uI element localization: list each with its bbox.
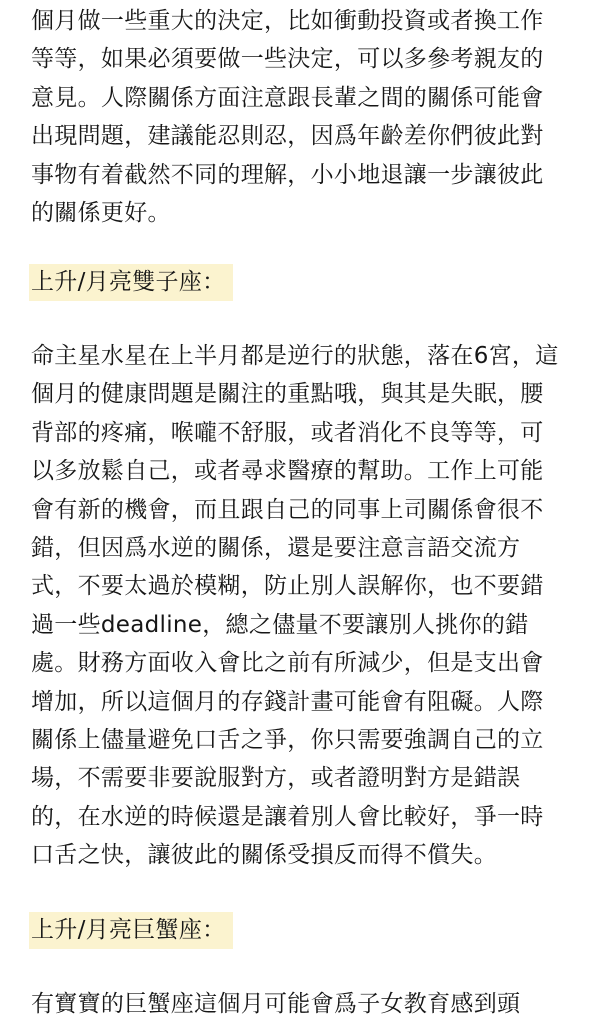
section-heading-cancer: 上升/月亮巨蟹座： [29,912,233,949]
section-heading-gemini: 上升/月亮雙子座： [29,264,233,301]
article-paragraph-leo-continued: 個月做一些重大的決定，比如衝動投資或者換工作 等等，如果必須要做一些決定，可以多參考親友的 意見。人際關係方面注意跟長輩之間的關係可能會 出現問題，建議能忍則忍，因爲年齡差你們彼此對 事物有着截然不同的理解，小小地退讓一步讓彼此 的關係更好。 [31,8,544,227]
article-paragraph-cancer: 有寶寶的巨蟹座這個月可能會爲子女教育感到頭 [31,991,521,1017]
article-paragraph-gemini: 命主星水星在上半月都是逆行的狀態，落在6宮，這 個月的健康問題是關注的重點哦，與其是失眠，腰 背部的疼痛，喉嚨不舒服，或者消化不良等等，可 以多放鬆自己，或者尋求醫療的幫助。工作上可能 會有新的機會，而且跟自己的同事上司關係會很不 錯，但因爲水逆的關係，還是要注意言語交流方 式，不要太過於模糊，防止別人誤解你，也不要錯 過一些deadline，總之儘量不要讓別人挑你的錯 處。財務方面收入會比之前有所減少，但是支出會 增加，所以這個月的存錢計畫可能會有阻礙。人際 關係上儘量避免口舌之爭，你只需要強調自己的立 場，不需要非要說服對方，或者證明對方是錯誤 的，在水逆的時候還是讓着別人會比較好，爭一時 口舌之快，讓彼此的關係受損反而得不償失。 [31,343,559,869]
